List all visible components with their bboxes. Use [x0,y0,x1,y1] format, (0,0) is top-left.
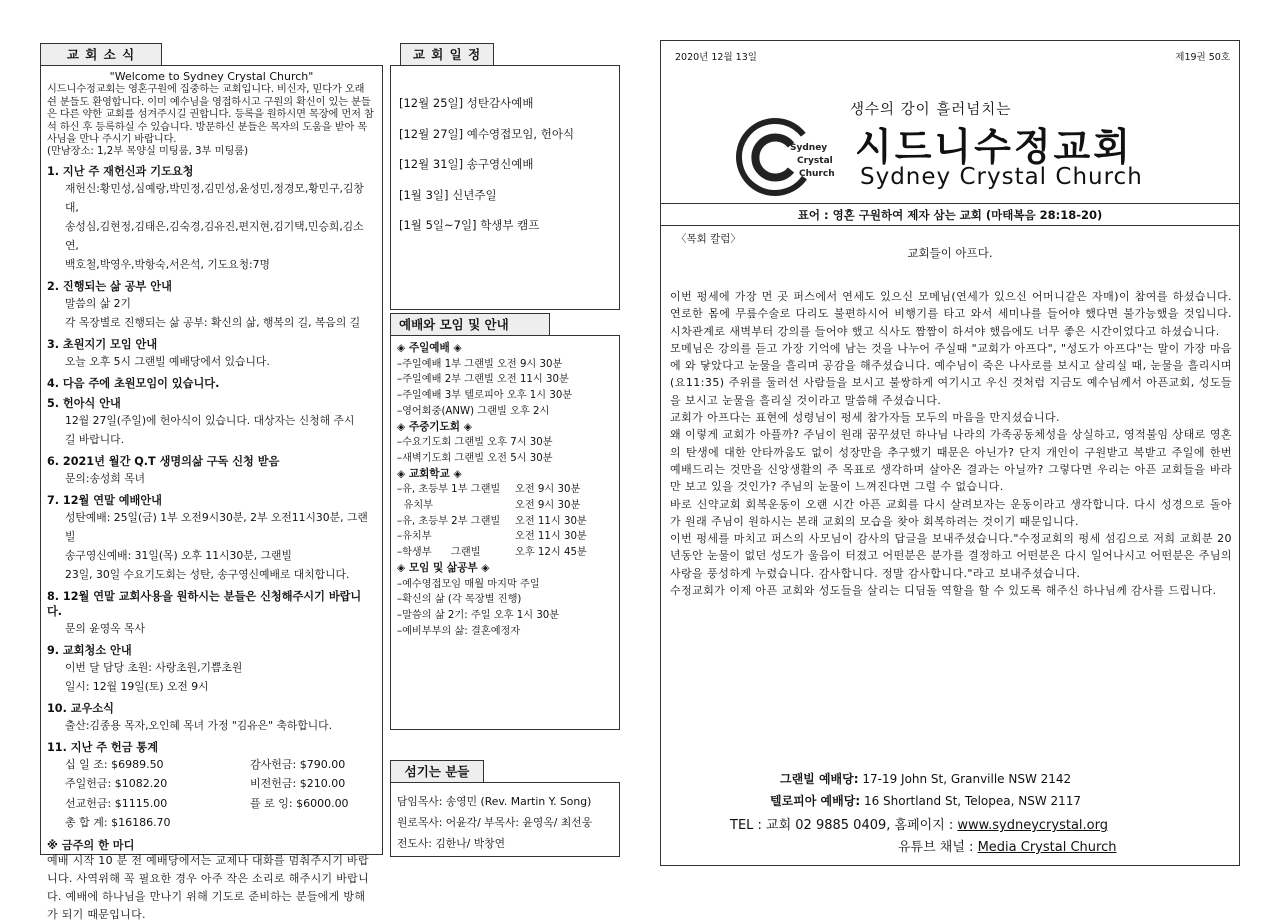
meeting-place: (만남장소: 1,2부 목양실 미팅룸, 3부 미팅룸) [47,146,249,158]
worship-row-time: 오후 12시 45분 [515,547,587,559]
news-section-line: 길 바랍니다. [65,432,125,446]
address-granville-value: 17-19 John St, Granville NSW 2142 [858,772,1072,786]
worship-row-name: –학생부 그랜빌 [397,547,481,559]
news-section-line: 12월 27일(주일)에 헌아식이 있습니다. 대상자는 신청해 주시 [65,413,355,427]
church-news-panel [40,65,383,922]
offering-item: 플 로 잉: $6000.00 [250,796,349,810]
servant-line: 전도사: 김한나/ 박창연 [397,837,506,850]
church-name-korean: 시드니수정교회 [855,124,1133,169]
address-telopea-label: 텔로피아 예배당: [770,794,861,808]
news-section-title: 5. 헌아식 안내 [47,396,121,410]
news-section-line: 23일, 30일 수요기도회는 성탄, 송구영신예배로 대치합니다. [65,567,350,581]
worship-row: –말씀의 삶 2기: 주일 오후 1시 30분 [397,609,560,621]
bulletin-footer [660,770,1240,860]
logo-text-church: Church [799,169,835,179]
column-paragraph: 이번 펑세를 마치고 퍼스의 사모님이 감사의 답글을 보내주셨습니다."수정교회의 펑세 섬김으로 저희 교회분 20년동안 눈물이 없던 성도가 울음이 터졌고 어떤분은 분가를 결정하고 어떤분은 다시 일어나시고 어떤분은 주님의 사랑을 풍성하게 누렸습니다. 감사합니다. 정말 감사합니다."라고 보내주셨습니다. [670,532,1232,580]
news-section-line: 일시: 12월 19일(토) 오전 9시 [65,679,209,693]
schedule-item: [1월 5일~7일] 학생부 캠프 [399,218,540,232]
worship-row: –영어회중(ANW) 그랜빌 오후 2시 [397,405,550,417]
news-section-line: 오늘 오후 5시 그랜빌 예배당에서 있습니다. [65,354,270,368]
news-sections [47,164,376,735]
offering-item: 십 일 조: $6989.50 [65,757,164,771]
tel-text: TEL : 교회 02 9885 0409, 홈페이지 : [730,818,958,833]
news-section-line: 이번 달 담당 초원: 사랑초원,기쁨초원 [65,660,243,674]
church-logo [733,112,848,202]
offering-item: 비전헌금: $210.00 [250,777,346,791]
news-section-line: 송구영신예배: 31일(목) 오후 11시30분, 그랜빌 [65,548,292,562]
worship-row: –예수영접모임 매월 마지막 주일 [397,578,540,590]
column-paragraph: 모메님은 강의를 듣고 가장 기억에 남는 것을 나누어 주실때 "교회가 아프다", "성도가 아프다"는 말이 가장 마음에 와 닿았다고 눈물을 흘리며 공감을 해주셨습니다. 예수님이 죽은 나사로를 보시고 살리실 때, 눈물을 흘리시며(요11:35) 주위를 둘러선 사람들을 보시고 불쌍하게 여기시고 우신 것처럼 지금도 예수님께서 아픈교회, 성도들을 보시고 눈물을 흘리실 것이라고 말씀해 주셨습니다. [670,341,1232,407]
news-section-line: 출산:김종용 목자,오인혜 목녀 가정 "김유은" 축하합니다. [65,718,333,732]
worship-row: –새벽기도회 그랜빌 오전 5시 30분 [397,452,553,464]
servant-line: 원로목사: 어윤각/ 부목사: 윤영옥/ 최선웅 [397,816,593,829]
intro-text: 시드니수정교회는 영혼구원에 집중하는 교회입니다. 비신자, 믿다가 오래 쉰 분들도 환영합니다. 이미 예수님을 영접하시고 구원의 확신이 있는 분들은 다른 약한 교회를 섬겨주시길 권합니다. 등록을 원하시면 목장에 먼저 참석 하신 후 등록하실 수 있습니다. 방문하신 분들은 목자의 도움을 받아 목사님을 만나 주시기 바랍니다. [47,84,374,146]
offering-item: 감사헌금: $790.00 [250,757,346,771]
column-paragraph: 왜 이렇게 교회가 아플까? 주님이 원래 꿈꾸셨던 하나님 나라의 가족공동체성을 상실하고, 영적불임 상태로 영혼의 탄생에 대한 안타까움도 없이 성장만을 추구했기 때문은 아닌가? 단지 개인이 구원받고 복받고 주일에 한번 예배드리는 것만을 신앙생활의 주 목표로 생각하며 살아온 결과는 아닐까? 그렇다면 우리는 아픈 교회들을 바라만 보고 있을 것인가? 주님의 눈물이 느껴진다면 그럴 수 없습니다. [670,428,1232,494]
column-label: 〈목회 칼럼〉 [676,233,741,245]
news-section-title: 2. 진행되는 삶 공부 안내 [47,279,172,293]
servants-tab: 섬기는 분들 [390,760,484,784]
column-paragraph: 바로 신약교회 회복운동이 오랜 시간 아픈 교회를 다시 살려보자는 운동이라고 생각합니다. 다시 성경으로 돌아가 원래 주님이 원하시는 본래 교회의 모습을 찾아 회복하려는 것이기 때문입니다. [670,497,1232,528]
caution-text: 예배 시작 10 분 전 예배당에서는 교제나 대화를 멈춰주시기 바랍니다. 사역위해 꼭 필요한 경우 아주 작은 소리로 해주시기 바랍니다. 예배에 하나님을 만나기 위해 기도로 준비하는 분들에게 방해가 되기 때문입니다. [47,854,370,922]
worship-row [397,514,613,530]
news-section-line: 말씀의 삶 2기 [65,296,131,310]
worship-group-title: ◈ 교회학교 ◈ [397,467,462,480]
youtube-label: 유튜브 채널 : [898,840,978,855]
news-section-line: 문의:송성희 목녀 [65,471,146,485]
worship-row [397,545,613,561]
worship-row-time: 오전 11시 30분 [515,531,587,543]
church-name-english: Sydney Crystal Church [860,164,1143,190]
worship-row-time: 오전 9시 30분 [515,500,581,512]
worship-row-name: –유치부 [397,531,432,543]
worship-group-title: ◈ 주중기도회 ◈ [397,420,472,433]
worship-row: –주일예배 2부 그랜빌 오전 11시 30분 [397,374,569,386]
bulletin-issue: 제19권 50호 [1175,52,1230,63]
worship-row: –예비부부의 삶: 결혼예정자 [397,625,521,637]
vision-bar: 표어 : 영혼 구원하여 제자 삼는 교회 (마태복음 28:18-20) [661,203,1239,226]
column-body [670,288,1232,599]
worship-row-time: 오전 9시 30분 [515,484,581,496]
welcome-line: "Welcome to Sydney Crystal Church" [109,70,314,83]
worship-row [397,482,613,498]
logo-text-crystal: Crystal [797,156,833,166]
column-paragraph: 수정교회가 이제 아픈 교회와 성도들을 살리는 디딤돌 역할을 할 수 있도록 해주신 하나님께 감사를 드립니다. [670,584,1217,598]
logo-text-sydney: Sydney [790,143,828,153]
worship-row: –수요기도회 그랜빌 오후 7시 30분 [397,437,553,449]
column-paragraph: 교회가 아프다는 표현에 성령님이 펑세 참가자들 모두의 마음을 만지셨습니다. [670,411,1060,425]
news-section-line: 성탄예배: 25일(금) 1부 오전9시30분, 2부 오전11시30분, 그랜빌 [65,510,368,543]
worship-group-title: ◈ 모임 및 삶공부 ◈ [397,561,490,574]
news-section-line: 백호철,박영우,박항숙,서은석, 기도요청:7명 [65,257,270,271]
news-section-title: 8. 12월 연말 교회사용을 원하시는 분들은 신청해주시기 바랍니다. [47,589,362,618]
news-section-line: 송성심,김현정,김태은,김숙경,김유진,편지현,김기택,민승희,김소연, [65,219,364,252]
worship-row: –주일예배 3부 텔로피아 오후 1시 30분 [397,390,573,402]
worship-panel [390,335,620,730]
offering-item: 선교헌금: $1115.00 [65,796,168,810]
news-section-title: 6. 2021년 월간 Q.T 생명의삶 구독 신청 받음 [47,454,280,468]
caution-title: ※ 금주의 한 마디 [47,838,135,852]
news-section-title: 10. 교우소식 [47,701,114,715]
church-motto: 생수의 강이 흘러넘치는 [850,102,1012,118]
address-telopea-value: 16 Shortland St, Telopea, NSW 2117 [860,794,1082,808]
news-section-title: 4. 다음 주에 초원모임이 있습니다. [47,376,220,390]
address-granville-label: 그랜빌 예배당: [780,772,859,786]
worship-row [397,498,613,514]
logo-c-mark [755,138,791,178]
address-telopea [660,792,1280,809]
contact-line [660,814,1280,833]
news-section-title: 3. 초원지기 모임 안내 [47,337,158,351]
schedule-item: [12월 27일] 예수영접모임, 헌아식 [399,126,575,141]
offering-item [250,813,380,833]
column-title: 교회들이 아프다. [907,246,993,260]
schedule-item: [12월 31일] 송구영신예배 [399,157,534,171]
offering-item: 주일헌금: $1082.20 [65,777,168,791]
news-section-line: 문의 윤영옥 목사 [65,621,145,635]
schedule-panel [390,65,620,310]
worship-row: –확신의 삶 (각 목장별 진행) [397,594,522,606]
column-paragraph: 이번 펑세에 가장 먼 곳 퍼스에서 연세도 있으신 모메님(연세가 있으신 어머니같은 자매)이 참여를 하셨습니다. 연로한 몸에 무릎수술로 다리도 불편하시어 비행기를 타고 와서 세미나를 들어야 했다면 불가능했을 것입니다. 시차관계로 새벽부터 강의를 들어야 했고 식사도 짬짬이 하셔야 했음에도 너무 좋은 시간이었다고 하셨습니다. [670,290,1232,338]
worship-row-name: 유치부 [397,500,433,512]
offering-item: 총 합 계: $16186.70 [65,816,171,830]
youtube-link[interactable]: Media Crystal Church [977,840,1117,855]
church-news-tab: 교 회 소 식 [40,43,162,67]
news-section-title: 1. 지난 주 재헌신과 기도요청 [47,164,194,178]
worship-group-title: ◈ 주일예배 ◈ [397,342,462,354]
servants-panel [390,782,620,857]
schedule-item: [1월 3일] 신년주일 [399,187,497,202]
worship-row-name: –유, 초등부 1부 그랜빌 [397,484,501,496]
worship-row [397,529,613,545]
worship-tab: 예배와 모임 및 안내 [390,313,550,337]
schedule-item: [12월 25일] 성탄감사예배 [399,96,534,110]
worship-list [397,341,613,639]
worship-row: –주일예배 1부 그랜빌 오전 9시 30분 [397,358,563,370]
address-granville [660,770,1280,787]
servants-list [397,791,613,854]
worship-row-time: 오전 11시 30분 [515,515,587,527]
website-link[interactable]: www.sydneycrystal.org [957,818,1108,833]
schedule-tab: 교 회 일 정 [400,43,494,67]
offering-stats [47,755,376,833]
news-section-line: 재헌신:황민성,심예랑,박민정,김민성,윤성민,정경모,황민구,김창대, [65,181,364,214]
worship-row-name: –유, 초등부 2부 그랜빌 [397,515,501,527]
offering-title: 11. 지난 주 헌금 통계 [47,740,159,754]
bulletin-date: 2020년 12월 13일 [675,52,757,63]
youtube-line [660,836,1280,855]
bulletin-header [675,49,1230,63]
news-section-title: 7. 12월 연말 예배안내 [47,493,162,507]
news-section-title: 9. 교회청소 안내 [47,643,132,657]
news-section-line: 각 목장별로 진행되는 삶 공부: 확신의 삶, 행복의 길, 복음의 길 [65,315,361,329]
servant-line: 담임목사: 송영민 (Rev. Martin Y. Song) [397,795,592,808]
schedule-list [399,88,611,241]
